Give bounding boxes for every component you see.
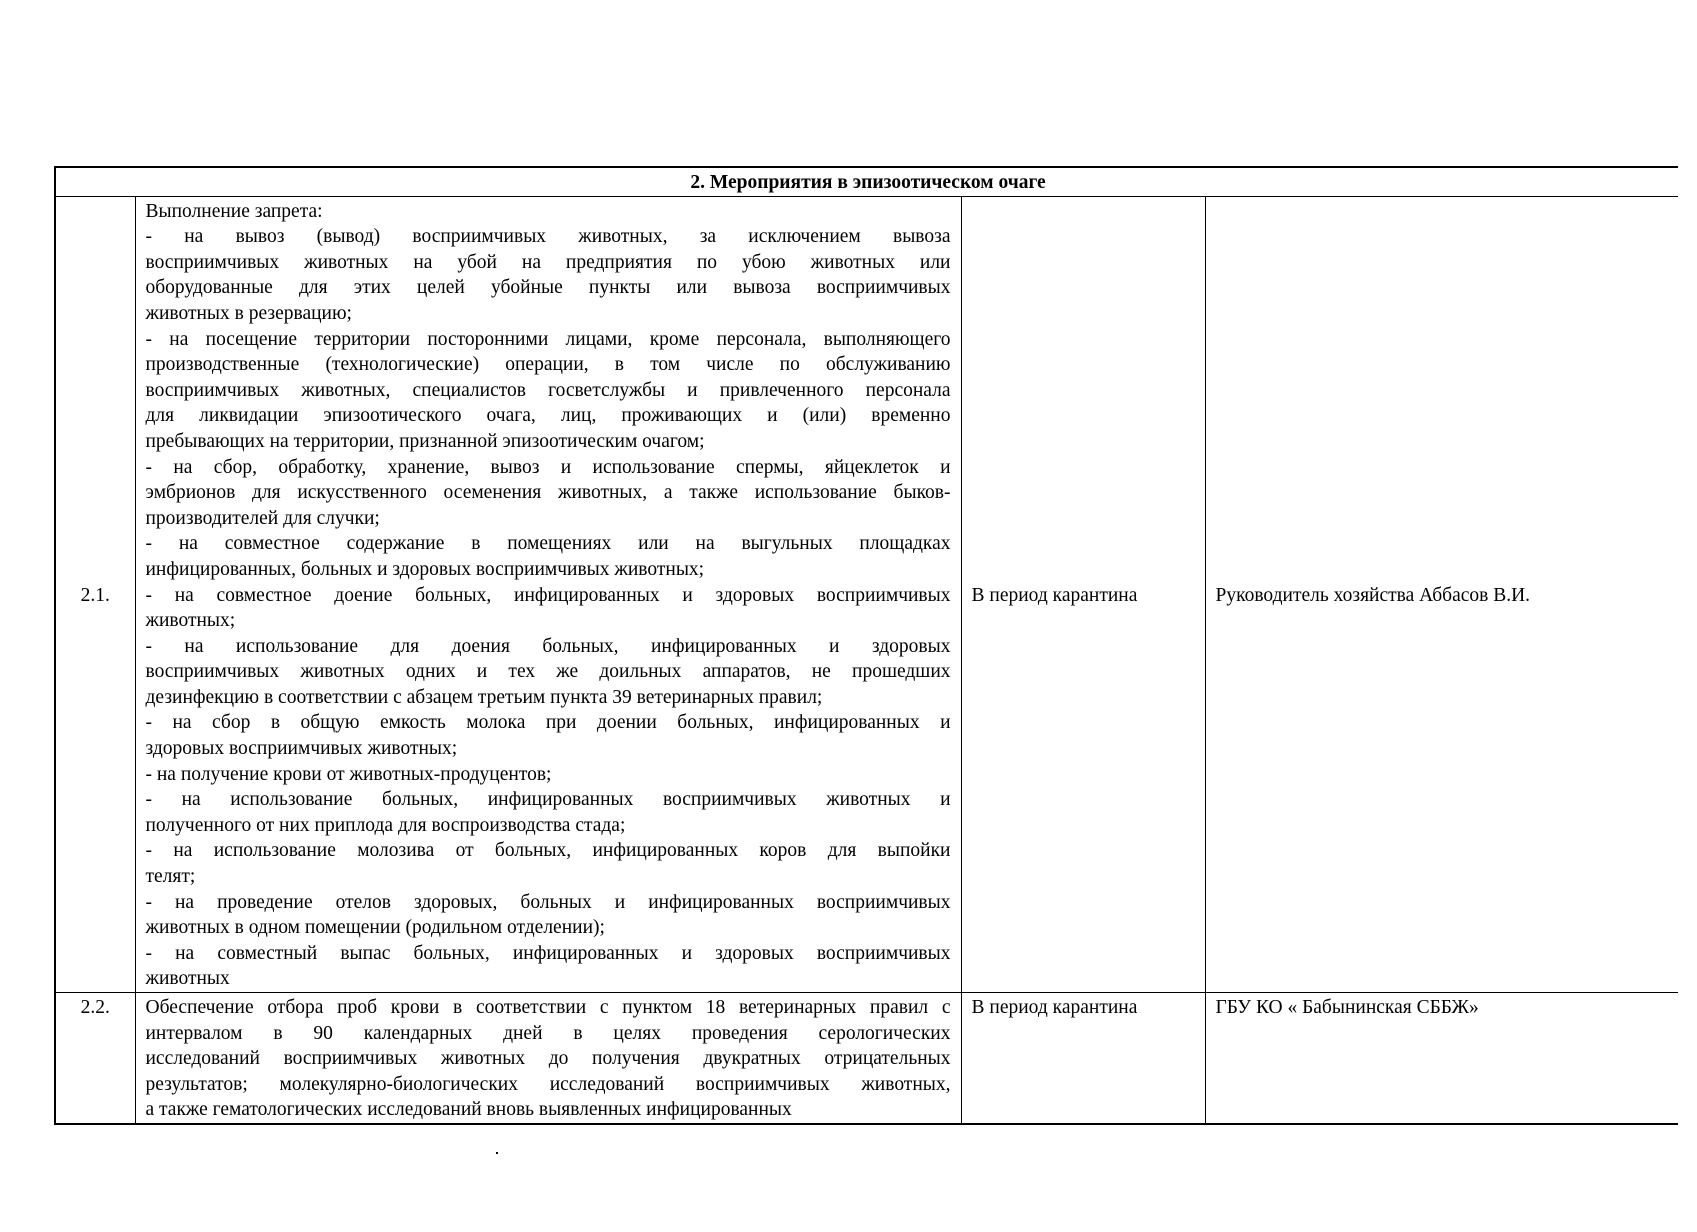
description-line: - на сбор в общую емкость молока при доении больных, инфицированных и [145,712,951,734]
row-period: В период карантина [961,196,1205,992]
row-number: 2.2. [55,993,135,1124]
description-line: - на совместное содержание в помещениях или на выгульных площадках [145,533,951,555]
description-line: - на использование молозива от больных, инфицированных коров для выпойки [145,840,951,862]
description-line: полученного от них приплода для воспроизводства стада; [145,814,626,836]
description-line: - на получение крови от животных-продуцентов; [145,763,552,785]
description-lines [146,199,951,992]
description-line: для ликвидации эпизоотического очага, лиц, проживающих и (или) временно [145,405,951,427]
description-line: - на использование для доения больных, инфицированных и здоровых [145,635,951,657]
description-line: а также гематологических исследований вновь выявленных инфицированных [145,1099,792,1121]
section-title: 2. Мероприятия в эпизоотическом очаге [55,167,1678,196]
row-number: 2.1. [55,196,135,992]
table-container [54,166,1678,1232]
description-line: Выполнение запрета: [145,200,323,222]
row-responsible: ГБУ КО « Бабынинская СББЖ» [1205,993,1678,1124]
table-row [55,993,1678,1124]
description-line: - на вывоз (вывод) восприимчивых животных, за исключением вывоза [145,226,951,248]
description-line: животных; [145,610,236,632]
description-lines [146,995,951,1123]
row-description [135,993,961,1124]
description-line: - на сбор, обработку, хранение, вывоз и использование спермы, яйцеклеток и [145,456,951,478]
description-line: производственные (технологические) операции, в том числе по обслуживанию [145,354,951,376]
description-line: животных [145,968,230,990]
row-description [135,196,961,992]
description-line: эмбрионов для искусственного осеменения животных, а также использование быков- [145,482,951,504]
section-header-row [55,167,1678,196]
description-line: дезинфекцию в соответствии с абзацем третьим пункта 39 ветеринарных правил; [145,686,823,708]
description-line: производителей для случки; [145,507,380,529]
description-line: интервалом в 90 календарных дней в целях проведения серологических [145,1022,951,1044]
description-line: пребывающих на территории, признанной эпизоотическим очагом; [145,430,705,452]
description-line: - на посещение территории посторонними лицами, кроме персонала, выполняющего [145,328,951,350]
description-line: Обеспечение отбора проб крови в соответствии с пунктом 18 ветеринарных правил с [145,997,951,1018]
measures-table [54,166,1678,1125]
description-line: здоровых восприимчивых животных; [145,738,458,760]
row-period: В период карантина [961,993,1205,1124]
description-line: восприимчивых животных одних и тех же доильных аппаратов, не прошедших [145,661,951,683]
description-line: исследований восприимчивых животных до получения двукратных отрицательных [145,1048,951,1070]
description-line: - на совместное доение больных, инфицированных и здоровых восприимчивых [145,584,951,606]
description-line: - на совместный выпас больных, инфицированных и здоровых восприимчивых [145,942,951,964]
description-line: восприимчивых животных на убой на предприятия по убою животных или [145,251,951,273]
description-line: восприимчивых животных, специалистов госветслужбы и привлеченного персонала [145,379,951,401]
description-line: животных в одном помещении (родильном отделении); [145,917,605,939]
description-line: инфицированных, больных и здоровых восприимчивых животных; [145,558,705,580]
description-line: животных в резервацию; [145,302,352,324]
stray-dot [496,1152,498,1154]
description-line: оборудованные для этих целей убойные пункты или вывоза восприимчивых [145,277,951,299]
description-line: - на проведение отелов здоровых, больных и инфицированных восприимчивых [145,891,951,913]
table-row [55,196,1678,992]
description-line: телят; [145,866,196,888]
description-line: результатов; молекулярно-биологических исследований восприимчивых животных, [145,1073,951,1095]
description-line: - на использование больных, инфицированных восприимчивых животных и [145,789,951,811]
row-responsible: Руководитель хозяйства Аббасов В.И. [1205,196,1678,992]
